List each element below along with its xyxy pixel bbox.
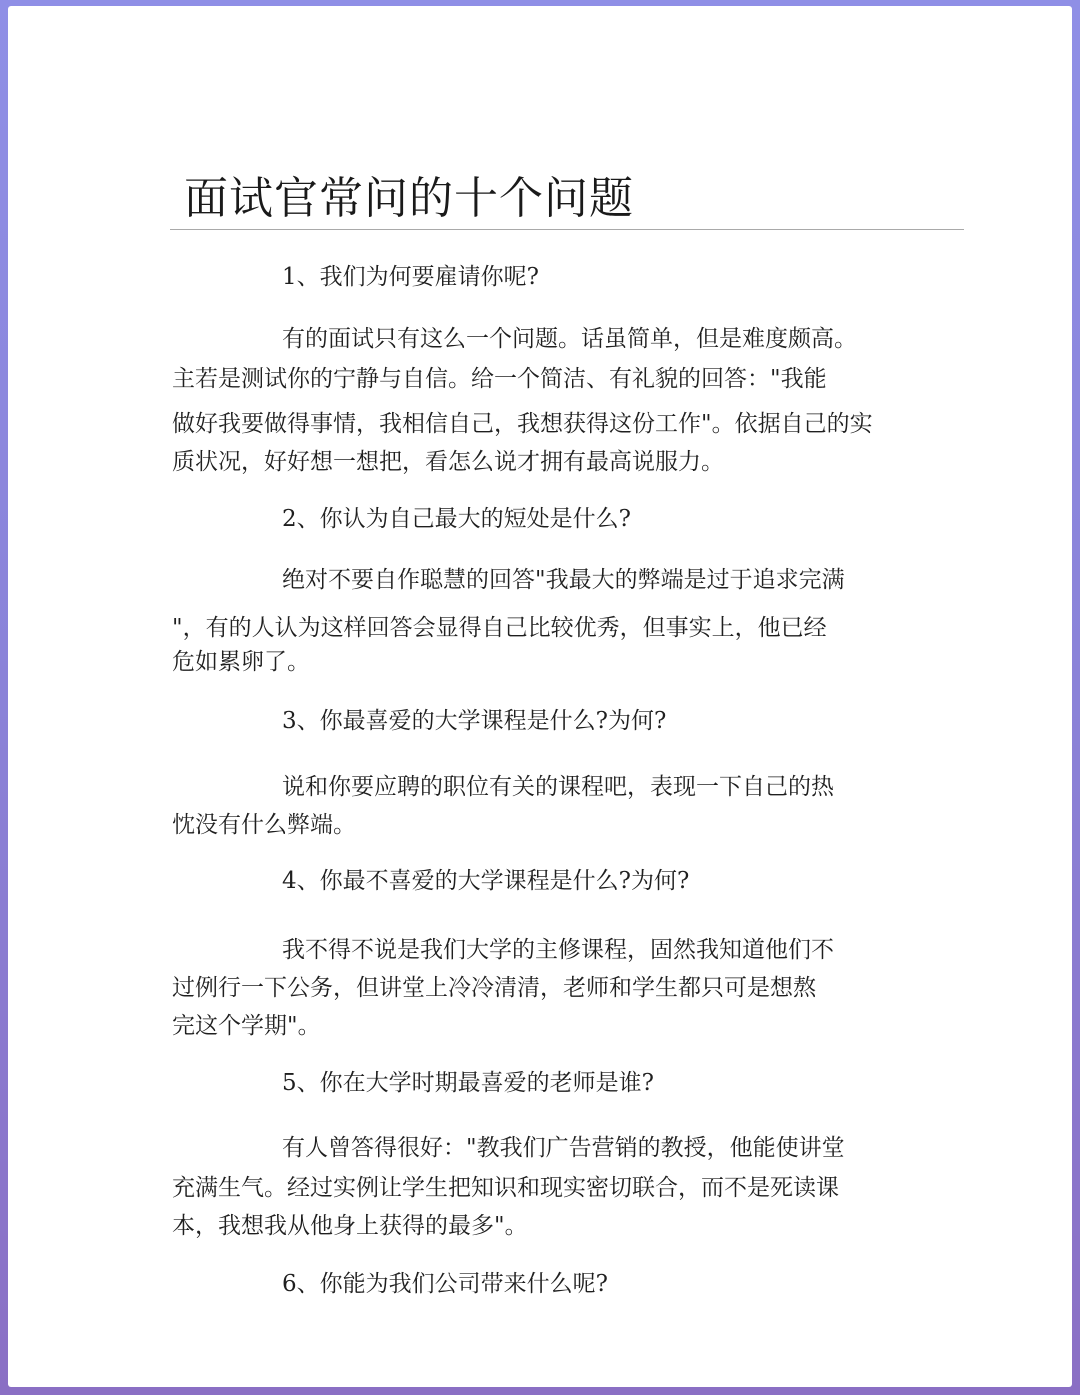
answer-3-line-2: 忱没有什么弊端。	[172, 812, 356, 838]
title-divider	[170, 229, 964, 230]
question-3: 3、你最喜爱的大学课程是什么?为何?	[282, 708, 667, 734]
answer-5	[172, 1133, 932, 1241]
answer-2-line-3: 危如累卵了。	[172, 649, 310, 675]
answer-1-line-1: 有的面试只有这么一个问题。话虽简单，但是难度颇高。	[282, 326, 857, 352]
answer-3	[172, 772, 932, 840]
answer-1-line-4: 质状况，好好想一想把，看怎么说才拥有最高说服力。	[172, 449, 724, 475]
answer-5-line-3: 本，我想我从他身上获得的最多"。	[172, 1213, 528, 1239]
document-page	[8, 6, 1072, 1387]
answer-4-line-1: 我不得不说是我们大学的主修课程，固然我知道他们不	[282, 937, 834, 963]
answer-1	[172, 324, 932, 477]
answer-2-line-1: 绝对不要自作聪慧的回答"我最大的弊端是过于追求完满	[282, 567, 845, 593]
question-4: 4、你最不喜爱的大学课程是什么?为何?	[282, 868, 690, 894]
answer-4	[172, 935, 932, 1041]
answer-5-line-1: 有人曾答得很好："教我们广告营销的教授，他能使讲堂	[282, 1135, 845, 1161]
answer-5-line-2: 充满生气。经过实例让学生把知识和现实密切联合，而不是死读课	[172, 1175, 839, 1201]
question-5: 5、你在大学时期最喜爱的老师是谁?	[282, 1070, 654, 1096]
question-2: 2、你认为自己最大的短处是什么?	[282, 506, 631, 532]
answer-1-line-2: 主若是测试你的宁静与自信。给一个简洁、有礼貌的回答："我能	[172, 366, 827, 392]
page-title: 面试官常问的十个问题	[184, 173, 634, 224]
question-1: 1、我们为何要雇请你呢?	[282, 264, 539, 290]
answer-4-line-3: 完这个学期"。	[172, 1013, 321, 1039]
question-6: 6、你能为我们公司带来什么呢?	[282, 1271, 608, 1297]
answer-2	[172, 565, 932, 677]
answer-3-line-1: 说和你要应聘的职位有关的课程吧，表现一下自己的热	[282, 774, 834, 800]
answer-4-line-2: 过例行一下公务，但讲堂上冷冷清清，老师和学生都只可是想熬	[172, 975, 816, 1001]
answer-2-line-2: "，有的人认为这样回答会显得自己比较优秀，但事实上，他已经	[172, 615, 827, 641]
answer-1-line-3: 做好我要做得事情，我相信自己，我想获得这份工作"。依据自己的实	[172, 411, 873, 437]
